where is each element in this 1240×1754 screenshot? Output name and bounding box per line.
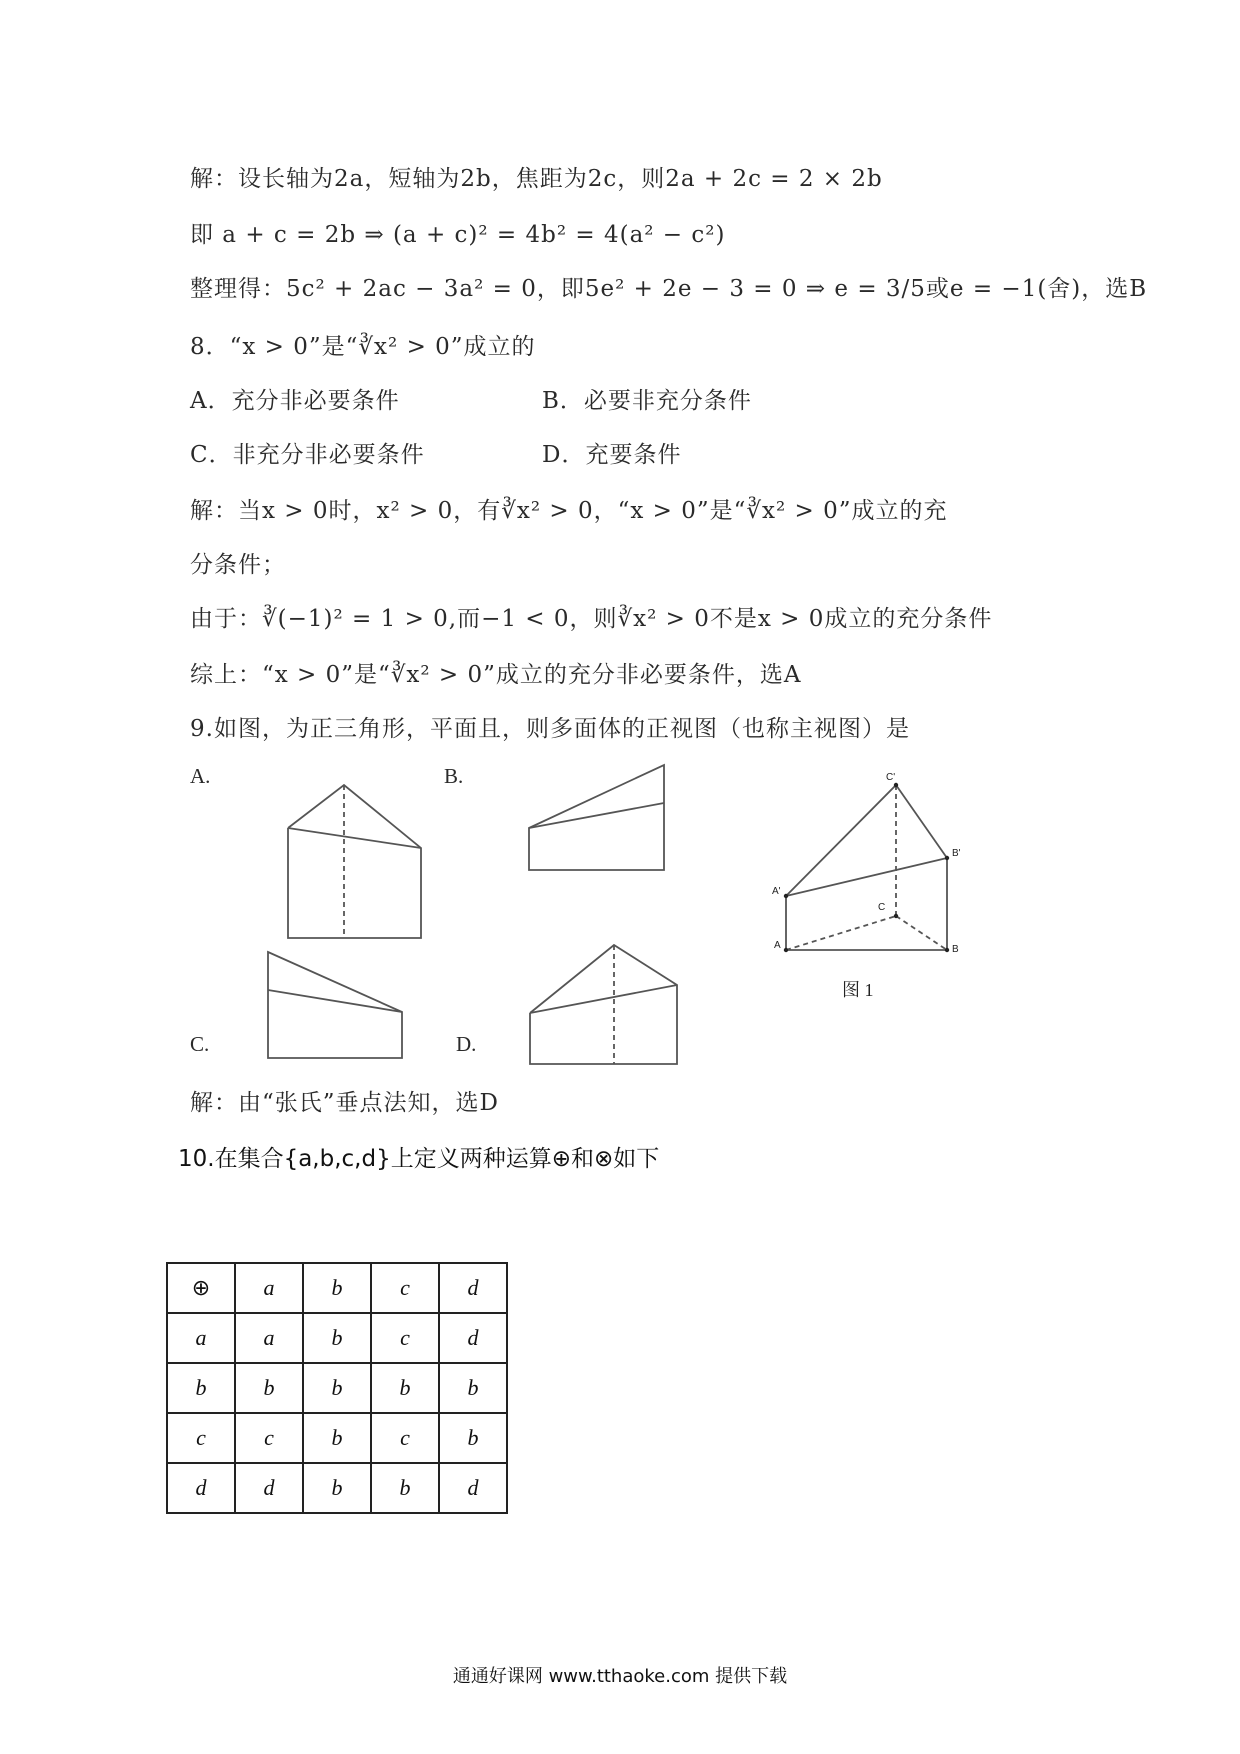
solution-8-line-2: 分条件； <box>190 552 286 578</box>
figure-option-b <box>529 765 664 870</box>
option-8b: B．必要非充分条件 <box>542 388 752 414</box>
solution-7-line-1: 解：设长轴为2a，短轴为2b，焦距为2c，则2a + 2c = 2 × 2b <box>190 166 883 192</box>
figure-option-a <box>288 785 421 938</box>
solution-8-line-4: 综上：“x > 0”是“∛x² > 0”成立的充分非必要条件，选A <box>190 662 802 688</box>
table-cell: b <box>439 1413 507 1463</box>
table-cell: b <box>303 1463 371 1513</box>
table-cell: b <box>371 1463 439 1513</box>
table-cell: b <box>235 1363 303 1413</box>
figure-1-prism <box>786 785 947 950</box>
figure-option-c-label: C. <box>190 1032 210 1056</box>
solution-7-line-2: 即 a + c = 2b ⇒ (a + c)² = 4b² = 4(a² − c²) <box>190 222 726 248</box>
table-cell: a <box>167 1313 235 1363</box>
point-c-prime-label: C' <box>886 772 896 783</box>
table-cell: d <box>439 1263 507 1313</box>
table-cell: c <box>371 1263 439 1313</box>
question-9: 9.如图，为正三角形，平面且，则多面体的正视图（也称主视图）是 <box>190 716 910 742</box>
table-cell: d <box>167 1463 235 1513</box>
table-cell: d <box>235 1463 303 1513</box>
table-cell: b <box>303 1313 371 1363</box>
figure-1-caption: 图 1 <box>842 980 874 1000</box>
solution-8-line-1: 解：当x > 0时，x² > 0，有∛x² > 0，“x > 0”是“∛x² > 0”成立的充 <box>190 498 948 524</box>
table-row <box>167 1313 507 1363</box>
table-cell: c <box>371 1313 439 1363</box>
table-cell: b <box>371 1363 439 1413</box>
figure-option-d-label: D. <box>456 1032 477 1056</box>
table-cell: b <box>167 1363 235 1413</box>
table-cell: b <box>439 1363 507 1413</box>
question-8: 8．“x > 0”是“∛x² > 0”成立的 <box>190 334 536 360</box>
figure-option-b-label: B. <box>444 764 464 788</box>
option-8a: A．充分非必要条件 <box>190 388 400 414</box>
figure-option-a-label: A. <box>190 764 211 788</box>
table-cell: b <box>303 1363 371 1413</box>
table-cell: b <box>303 1413 371 1463</box>
table-cell: a <box>235 1313 303 1363</box>
option-8d: D．充要条件 <box>542 442 682 468</box>
table-cell: d <box>439 1313 507 1363</box>
table-cell: c <box>371 1413 439 1463</box>
table-row <box>167 1463 507 1513</box>
footer-download-note: 通通好课网 www.tthaoke.com 提供下载 <box>452 1666 788 1687</box>
table-cell: b <box>303 1263 371 1313</box>
figure-option-c <box>268 952 402 1058</box>
point-c-label: C <box>878 902 886 913</box>
figure-option-d <box>530 945 677 1064</box>
table-cell: a <box>235 1263 303 1313</box>
table-cell: c <box>235 1413 303 1463</box>
solution-9: 解：由“张氏”垂点法知，选D <box>190 1090 499 1116</box>
point-a-prime-label: A' <box>772 886 781 897</box>
table-row <box>167 1413 507 1463</box>
solution-7-line-3: 整理得：5c² + 2ac − 3a² = 0，即5e² + 2e − 3 = 0 ⇒ e = 3/5或e = −1(舍)，选B <box>190 276 1148 302</box>
option-8c: C．非充分非必要条件 <box>190 442 425 468</box>
table-cell: c <box>167 1413 235 1463</box>
solution-8-line-3: 由于：∛(−1)² = 1 > 0,而−1 < 0，则∛x² > 0不是x > 0成立的充分条件 <box>190 606 993 632</box>
operation-table <box>166 1262 508 1514</box>
point-b-prime-label: B' <box>952 848 961 859</box>
point-b-label: B <box>952 944 959 955</box>
question-10-heading: 10.在集合{a,b,c,d}上定义两种运算⊕和⊗如下 <box>178 1146 660 1172</box>
table-cell: d <box>439 1463 507 1513</box>
table-row <box>167 1363 507 1413</box>
point-a-label: A <box>774 940 781 951</box>
table-cell: ⊕ <box>167 1263 235 1313</box>
table-header-row <box>167 1263 507 1313</box>
